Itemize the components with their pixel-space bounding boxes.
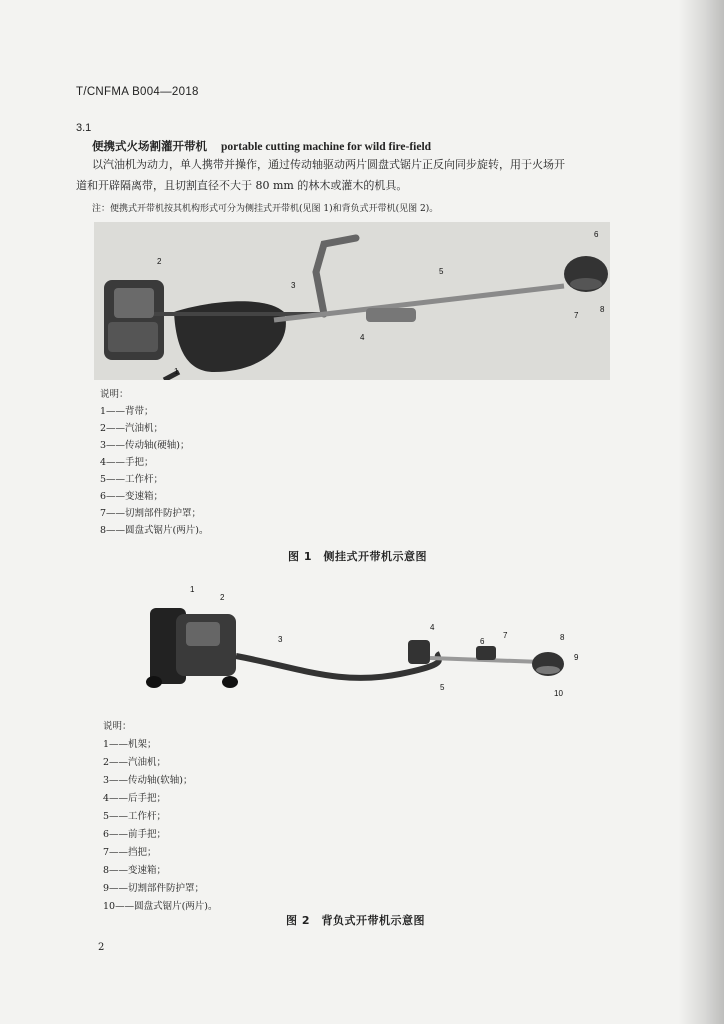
figure-2-legend-item: 1——机架；: [103, 739, 157, 750]
callout-7: 7: [574, 311, 579, 320]
figure-1-legend-item: 4——手把；: [100, 457, 154, 468]
figure-2-legend-item: 3——传动轴(软轴)；: [103, 775, 193, 786]
callout-10: 10: [554, 689, 563, 698]
standard-code-header: T/CNFMA B004—2018: [76, 86, 199, 98]
figure-2-legend-item: 5——工作杆；: [103, 811, 167, 822]
definition-line-2: 道和开辟隔离带，且切割直径不大于 80 mm 的林木或灌木的机具。: [76, 179, 408, 192]
figure-1-legend-item: 3——传动轴(硬轴)；: [100, 440, 190, 451]
definition-note: 注：便携式开带机按其机构形式可分为侧挂式开带机(见图 1)和背负式开带机(见图 2)。: [92, 204, 439, 214]
callout-6: 6: [480, 637, 485, 646]
callout-1: 1: [190, 585, 195, 594]
figure-2-legend-item: 2——汽油机；: [103, 757, 167, 768]
page-edge-shadow: [678, 0, 724, 1024]
figure-2-legend-item: 8——变速箱；: [103, 865, 167, 876]
callout-6: 6: [594, 230, 599, 239]
callout-7: 7: [503, 631, 508, 640]
figure-2-caption: 图 2 背负式开带机示意图: [286, 914, 425, 927]
callout-9: 9: [574, 653, 579, 662]
callout-3: 3: [278, 635, 283, 644]
figure-1-legend-item: 8——圆盘式锯片(两片)。: [100, 525, 209, 536]
figure-2-legend-item: 7——挡把；: [103, 847, 157, 858]
callout-4: 4: [360, 333, 365, 342]
callout-8: 8: [560, 633, 565, 642]
figure-2-legend-title: 说明：: [103, 721, 132, 732]
figure-2-photo: [140, 578, 590, 700]
figure-2-legend-item: 4——后手把；: [103, 793, 167, 804]
figure-1-legend-item: 1——背带；: [100, 406, 154, 417]
figure-1-illustration: [94, 222, 610, 380]
callout-5: 5: [440, 683, 445, 692]
figure-1-legend-item: 7——切割部件防护罩；: [100, 508, 202, 519]
figure-1-legend-item: 6——变速箱；: [100, 491, 164, 502]
section-number: 3.1: [76, 122, 92, 134]
callout-1: 1: [174, 367, 179, 376]
figure-2-illustration: [140, 578, 590, 700]
figure-2-callouts: [190, 585, 579, 698]
figure-2-legend-item: 6——前手把；: [103, 829, 167, 840]
figure-2-legend-item: 9——切割部件防护罩；: [103, 883, 205, 894]
term-en: portable cutting machine for wild fire-field: [221, 141, 432, 153]
page-number: 2: [98, 942, 105, 953]
callout-4: 4: [430, 623, 435, 632]
figure-1-photo: [94, 222, 610, 380]
figure-1-legend-item: 2——汽油机；: [100, 423, 164, 434]
callout-2: 2: [157, 257, 162, 266]
term-zh: 便携式火场割灌开带机: [92, 139, 207, 153]
callout-3: 3: [291, 281, 296, 290]
callout-8: 8: [600, 305, 605, 314]
callout-5: 5: [439, 267, 444, 276]
callout-2: 2: [220, 593, 225, 602]
figure-1-legend-title: 说明：: [100, 389, 129, 400]
figure-1-legend-item: 5——工作杆；: [100, 474, 164, 485]
figure-2-legend-item: 10——圆盘式锯片(两片)。: [103, 901, 218, 912]
figure-1-caption: 图 1 侧挂式开带机示意图: [288, 550, 427, 563]
definition-line-1: 以汽油机为动力，单人携带并操作，通过传动轴驱动两片圆盘式锯片正反向同步旋转，用于火场开: [92, 158, 565, 171]
term-heading: [92, 138, 431, 154]
